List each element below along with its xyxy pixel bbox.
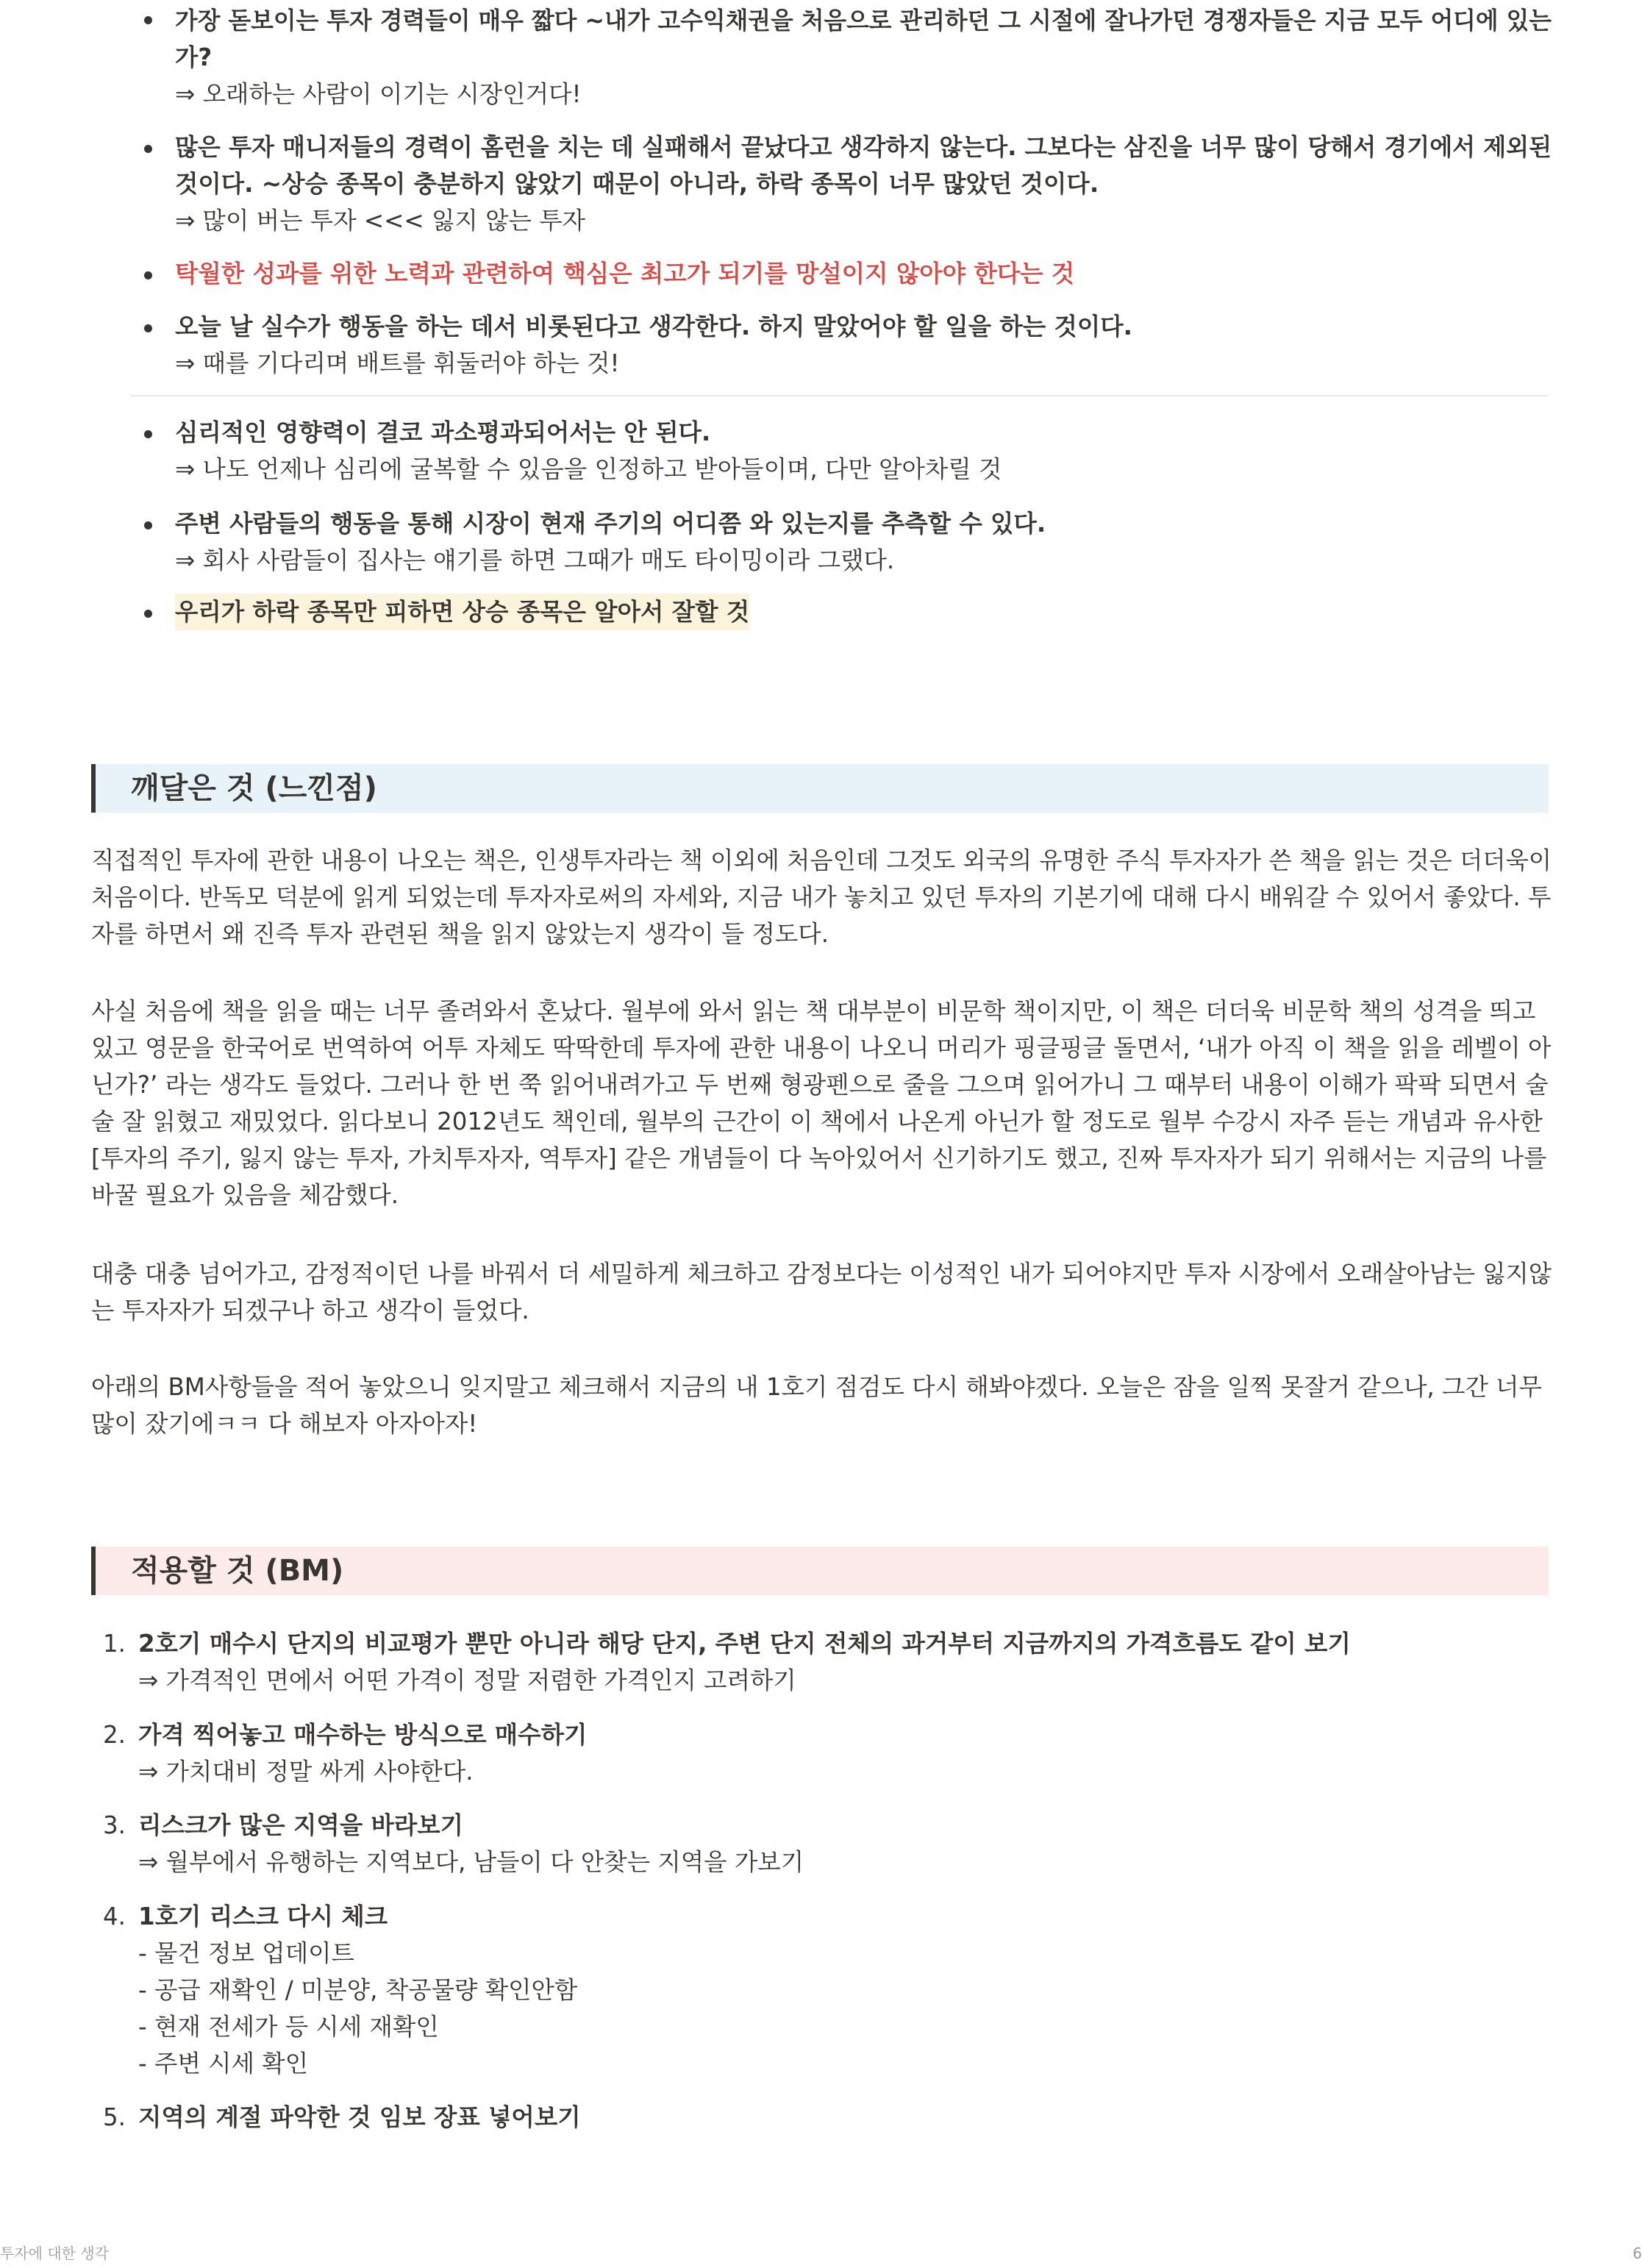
item-number: 5. — [103, 2103, 126, 2131]
paragraph-line: 술 잘 읽혔고 재밌었다. 읽다보니 2012년도 책인데, 월부의 근간이 이 책에서 나온게 아닌가 할 정도로 월부 수강시 자주 듣는 개념과 유사한 — [91, 1108, 1543, 1135]
insight-text: 가? — [175, 43, 213, 71]
page-number: 6 — [1632, 2244, 1642, 2262]
paragraph-line: [투자의 주기, 잃지 않는 투자, 가치투자자, 역투자] 같은 개념들이 다 녹아있어서 신기하기도 했고, 진짜 투자자가 되기 위해서는 지금의 나를 — [91, 1144, 1547, 1172]
item-note: - 현재 전세가 등 시세 재확인 — [138, 2013, 439, 2041]
item-number: 1. — [103, 1630, 126, 1658]
insight-text: 가장 돋보이는 투자 경력들이 매우 짧다 ~내가 고수익채권을 처음으로 관리하던 그 시절에 잘나가던 경쟁자들은 지금 모두 어디에 있는 — [175, 7, 1552, 35]
item-title: 지역의 계절 파악한 것 임보 장표 넣어보기 — [138, 2103, 581, 2131]
insight-note: ⇒ 많이 버는 투자 <<< 잃지 않는 투자 — [175, 207, 585, 235]
insight-text: 주변 사람들의 행동을 통해 시장이 현재 주기의 어디쯤 와 있는지를 추측할 수 있다. — [175, 510, 1046, 538]
insight-text: 것이다. ~상승 종목이 충분하지 않았기 때문이 아니라, 하락 종목이 너무 많았던 것이다. — [175, 170, 1099, 198]
insight-note: ⇒ 회사 사람들이 집사는 얘기를 하면 그때가 매도 타이밍이라 그랬다. — [175, 546, 895, 574]
item-note: ⇒ 가격적인 면에서 어떤 가격이 정말 저렴한 가격인지 고려하기 — [138, 1666, 796, 1694]
bullet-dot — [144, 521, 152, 529]
bullet-dot — [144, 145, 152, 153]
item-note: ⇒ 가치대비 정말 싸게 사야한다. — [138, 1758, 474, 1786]
paragraph-line: 닌가?’ 라는 생각도 들었다. 그러나 한 번 쭉 읽어내려가고 두 번째 형광펜으로 줄을 그으며 읽어가니 그 때부터 내용이 이해가 팍팍 되면서 술 — [91, 1071, 1549, 1099]
divider — [131, 395, 1549, 396]
item-number: 2. — [103, 1721, 126, 1749]
item-note: ⇒ 월부에서 유행하는 지역보다, 남들이 다 안찾는 지역을 가보기 — [138, 1848, 804, 1876]
insight-text: 심리적인 영향력이 결코 과소평과되어서는 안 된다. — [175, 418, 711, 446]
bullet-dot — [144, 16, 152, 24]
bullet-dot — [144, 324, 152, 332]
item-title: 1호기 리스크 다시 체크 — [138, 1903, 388, 1930]
item-note: - 공급 재확인 / 미분양, 착공물량 확인안함 — [138, 1976, 578, 2004]
item-number: 3. — [103, 1811, 126, 1839]
insight-text: 많은 투자 매니저들의 경력이 홈런을 치는 데 실패해서 끝났다고 생각하지 않는다. 그보다는 삼진을 너무 많이 당해서 경기에서 제외된 — [175, 133, 1552, 161]
bullet-dot — [144, 610, 152, 618]
insight-text-red: 탁월한 성과를 위한 노력과 관련하여 핵심은 최고가 되기를 망설이지 않아야 한다는 것 — [175, 260, 1075, 288]
paragraph-line: 바꿀 필요가 있음을 체감했다. — [91, 1181, 399, 1209]
insight-text-highlighted: 우리가 하락 종목만 피하면 상승 종목은 알아서 잘할 것 — [175, 593, 749, 630]
paragraph-line: 많이 잤기에ㅋㅋ 다 해보자 아자아자! — [91, 1410, 478, 1438]
paragraph-line: 사실 처음에 책을 읽을 때는 너무 졸려와서 혼났다. 월부에 와서 읽는 책 대부분이 비문학 책이지만, 이 책은 더더욱 비문학 책의 성격을 띄고 — [91, 997, 1536, 1025]
paragraph-line: 있고 영문을 한국어로 번역하여 어투 자체도 딱딱한데 투자에 관한 내용이 나오니 머리가 핑글핑글 돌면서, ‘내가 아직 이 책을 읽을 레벨이 아 — [91, 1034, 1552, 1062]
paragraph-line: 처음이다. 반독모 덕분에 읽게 되었는데 투자자로써의 자세와, 지금 내가 놓치고 있던 투자의 기본기에 대해 다시 배워갈 수 있어서 좋았다. 투 — [91, 883, 1552, 911]
item-title: 2호기 매수시 단지의 비교평가 뿐만 아니라 해당 단지, 주변 단지 전체의 과거부터 지금까지의 가격흐름도 같이 보기 — [138, 1630, 1351, 1658]
paragraph-line: 직접적인 투자에 관한 내용이 나오는 책은, 인생투자라는 책 이외에 처음인데 그것도 외국의 유명한 주식 투자자가 쓴 책을 읽는 것은 더더욱이 — [91, 846, 1552, 874]
item-number: 4. — [103, 1903, 126, 1930]
paragraph-line: 는 투자자가 되겠구나 하고 생각이 들었다. — [91, 1297, 529, 1324]
bullet-dot — [144, 271, 152, 279]
item-note: - 주변 시세 확인 — [138, 2050, 309, 2078]
section-heading-realization: 깨달은 것 (느낀점) — [91, 764, 1549, 813]
insight-text: 오늘 날 실수가 행동을 하는 데서 비롯된다고 생각한다. 하지 말았어야 할 일을 하는 것이다. — [175, 313, 1133, 340]
insight-note: ⇒ 오래하는 사람이 이기는 시장인거다! — [175, 80, 582, 108]
insight-note: ⇒ 때를 기다리며 배트를 휘둘러야 하는 것! — [175, 349, 620, 377]
item-title: 리스크가 많은 지역을 바라보기 — [138, 1811, 464, 1839]
paragraph-line: 아래의 BM사항들을 적어 놓았으니 잊지말고 체크해서 지금의 내 1호기 점검도 다시 해봐야겠다. 오늘은 잠을 일찍 못잘거 같으나, 그간 너무 — [91, 1373, 1542, 1401]
insight-note: ⇒ 나도 언제나 심리에 굴복할 수 있음을 인정하고 받아들이며, 다만 알아차릴 것 — [175, 455, 1002, 483]
section-heading-apply: 적용할 것 (BM) — [91, 1547, 1549, 1595]
paragraph-line: 대충 대충 넘어가고, 감정적이던 나를 바꿔서 더 세밀하게 체크하고 감정보다는 이성적인 내가 되어야지만 투자 시장에서 오래살아남는 잃지않 — [91, 1260, 1552, 1288]
bullet-dot — [144, 430, 152, 438]
footer-doc-title: 투자에 대한 생각 — [0, 2244, 109, 2262]
item-title: 가격 찍어놓고 매수하는 방식으로 매수하기 — [138, 1721, 588, 1749]
paragraph-line: 자를 하면서 왜 진즉 투자 관련된 책을 읽지 않았는지 생각이 들 정도다. — [91, 920, 829, 948]
item-note: - 물건 정보 업데이트 — [138, 1939, 354, 1967]
